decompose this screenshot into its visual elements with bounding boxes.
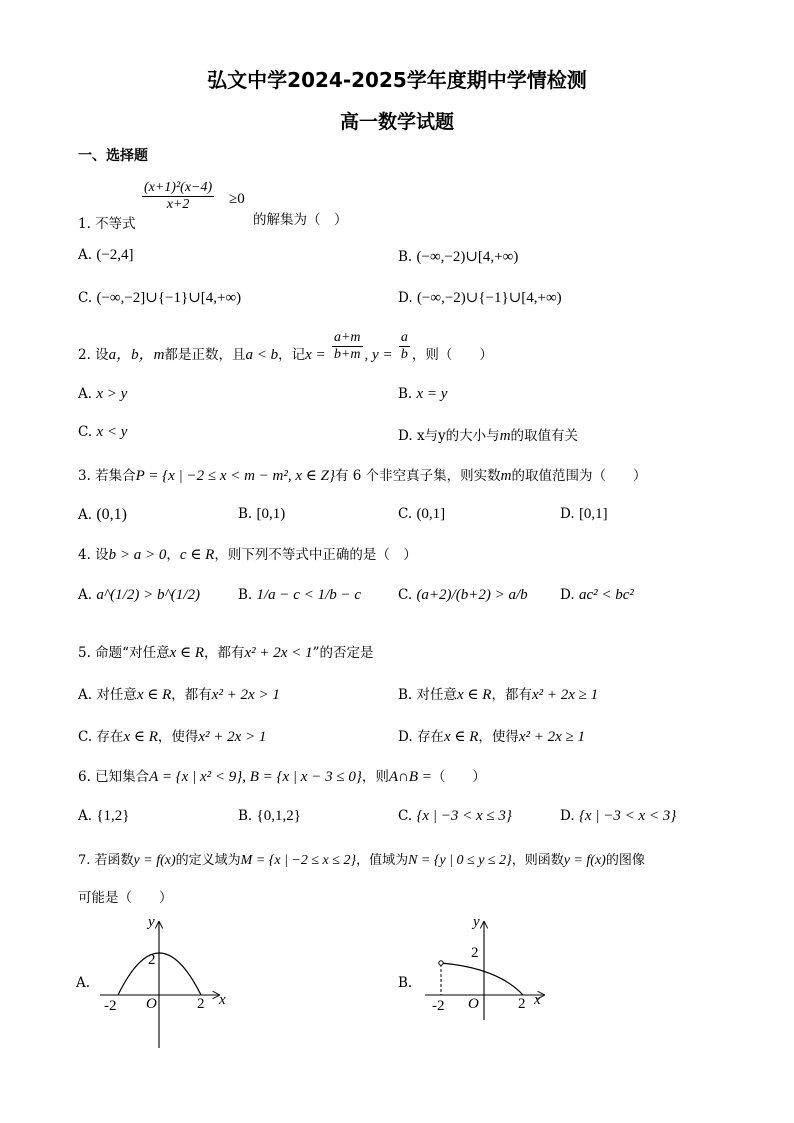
option-mid: ，都有 [491,687,532,703]
origin-label: O [146,996,157,1012]
q7-option-a-label[interactable]: A. [76,975,91,991]
q6-option-b[interactable] [238,808,301,825]
option-label: A. [78,687,93,703]
q4-option-c[interactable] [398,587,528,604]
q6-stem-pre: 6. 已知集合 [78,769,150,785]
option-pre: 存在 [96,729,124,745]
option-label: B. [398,249,413,265]
q2-y-den: b [400,347,408,362]
q3-var: m [500,468,512,484]
q3-option-d[interactable] [560,506,608,523]
option-text: x² + 2x > 1 [198,729,267,745]
q2-x-den: b+m [333,347,361,362]
option-label: D. [398,729,413,745]
q7-stem-pre: 7. 若函数 [78,853,134,868]
option-label: B. [238,506,253,522]
q7-f1: y = f(x) [133,853,176,868]
decreasing-curve [441,963,523,995]
option-label: A. [78,386,93,402]
y-axis-label: y [148,914,155,930]
option-pre: 对任意 [416,687,458,703]
q4-stem-post: ，则下列不等式中正确的是（ ） [214,547,417,563]
q6-option-d[interactable] [560,808,676,825]
option-text-post: 的取值有关 [510,428,579,444]
q2-x-num: a+m [333,330,361,345]
x-tick-neg2: -2 [432,998,445,1014]
option-text: (−∞,−2)∪{−1}∪[4,+∞) [416,290,562,306]
option-mid: ，使得 [157,729,199,745]
x-axis-label: x [534,992,541,1008]
open-endpoint [439,961,443,965]
q1-option-b[interactable] [398,247,518,266]
x-tick-2: 2 [518,996,526,1012]
option-label: A. [78,808,93,824]
q5-stem-mid: ，都有 [204,645,245,661]
q3-stem-pre: 3. 若集合 [78,468,136,484]
q2-option-d[interactable] [398,424,578,445]
q3-option-a[interactable] [78,506,127,524]
q3-set: P = {x | −2 ≤ x < m − m², x ∈ Z} [135,468,335,484]
option-x-in: x ∈ R [136,687,172,703]
option-text: {1,2} [96,808,130,824]
q1-option-a[interactable] [78,247,134,264]
q1-frac-num: (x+1)²(x−4) [143,180,213,195]
q7-n: N = {y | 0 ≤ y ≤ 2} [408,853,512,868]
option-text: ac² < bc² [578,587,634,603]
option-text: {x | −3 < x < 3} [578,808,677,824]
q1-stem-post: 的解集为（ ） [253,212,348,228]
q1-option-d[interactable] [398,288,562,307]
q2-stem-c: ，记 [278,347,306,363]
x-axis-label: x [219,992,226,1008]
question-1 [78,180,216,232]
q5-option-c[interactable] [78,725,266,746]
question-4 [78,543,417,564]
option-text: x² + 2x ≥ 1 [518,729,586,745]
option-text: (a+2)/(b+2) > a/b [416,587,528,603]
q7-graph-a[interactable] [95,912,235,1052]
option-label: D. [560,506,575,522]
q1-rel: ≥0 [229,191,245,207]
q5-option-d[interactable] [398,725,585,746]
q6-stem-post: （ ） [431,769,486,785]
option-pre: 对任意 [96,687,137,703]
option-label: B. [398,687,413,703]
q7-stem-b: ，值域为 [356,853,409,868]
q5-option-a[interactable] [78,683,280,704]
q7-option-b-label[interactable]: B. [398,975,413,991]
q7-stem-a: 的定义域为 [175,853,241,868]
option-label: A. [78,247,93,263]
question-2 [78,330,493,363]
q3-stem-mid: 有 6 个非空真子集，则实数 [335,468,501,484]
option-text: {x | −3 < x ≤ 3} [416,808,512,824]
question-5 [78,641,373,662]
option-text: (0,1) [96,506,127,523]
q3-option-b[interactable] [238,506,285,523]
option-label: B. [398,386,413,402]
q4-option-b[interactable] [238,587,361,604]
question-7 [78,849,645,869]
q4-option-d[interactable] [560,587,634,604]
exam-title: 弘文中学2024-2025学年度期中学情检测 [207,68,587,92]
option-label: C. [78,290,93,306]
option-x-in: x ∈ R [123,729,158,745]
exam-subtitle: 高一数学试题 [339,111,454,133]
q6-option-c[interactable] [398,808,512,825]
option-text: a^(1/2) > b^(1/2) [96,587,200,603]
option-label: C. [398,808,413,824]
q2-ydef: , y = [364,347,393,363]
q2-stem-a: 2. 设 [78,347,109,363]
option-label: A. [78,587,93,603]
option-label: D. [398,428,413,444]
option-mid: ，使得 [478,729,519,745]
q5-stem-pre: 5. 命题“对任意 [78,645,170,661]
y-axis-label: y [473,914,480,930]
x-tick-neg2: -2 [104,998,117,1014]
q2-y-fraction [399,330,410,363]
option-label: D. [560,587,575,603]
q2-xdef: x = [305,347,326,363]
option-label: C. [78,729,93,745]
option-text: x² + 2x ≥ 1 [531,687,599,703]
q6-option-a[interactable] [78,808,130,825]
q4-cond2: c ∈ R [179,547,215,563]
q3-stem-post: 的取值范围为（ ） [511,468,647,484]
option-text: x与y的大小与 [416,428,500,444]
q5-x-in: x ∈ R [169,645,205,661]
option-x-in: x ∈ R [443,729,479,745]
q2-option-a[interactable] [78,386,127,403]
q4-stem-mid: ， [166,547,180,563]
q2-cond: a < b [245,347,279,363]
option-text: (−∞,−2]∪{−1}∪[4,+∞) [96,290,242,306]
q2-option-b[interactable] [398,386,447,403]
option-var: m [499,428,511,444]
q2-x-fraction [332,330,363,363]
q2-y-num: a [400,330,408,345]
q7-line2: 可能是（ ） [78,890,173,906]
option-label: A. [78,507,93,523]
q2-stem-b: 都是正数，且 [164,347,246,363]
option-label: C. [398,587,413,603]
option-text: x > y [96,386,128,402]
option-text: [0,1) [256,506,286,522]
origin-label: O [468,996,479,1012]
option-mid: ，都有 [171,687,212,703]
option-label: C. [78,424,93,440]
q1-fraction [142,180,214,213]
q1-option-c[interactable] [78,288,241,307]
q5-ineq: x² + 2x < 1 [244,645,313,661]
q4-option-a[interactable] [78,587,200,604]
q6-op: A∩B = [388,769,432,785]
option-text: 1/a − c < 1/b − c [256,587,362,603]
option-x-in: x ∈ R [457,687,492,703]
option-label: D. [560,808,575,824]
option-label: D. [398,290,413,306]
section-heading: 一、选择题 [78,148,148,164]
q7-f2: y = f(x) [563,853,606,868]
option-text: x < y [96,424,128,440]
q5-stem-post: ”的否定是 [312,645,374,661]
q1-stem-pre: 1. 不等式 [78,216,136,232]
option-pre: 存在 [416,729,444,745]
option-label: B. [238,587,253,603]
q6-sets: A = {x | x² < 9}, B = {x | x − 3 ≤ 0} [149,769,362,785]
q7-stem-d: 的图像 [605,853,645,868]
option-label: C. [398,506,413,522]
q2-option-c[interactable] [78,424,127,441]
y-tick-2: 2 [148,952,156,968]
option-text: (−∞,−2)∪[4,+∞) [416,249,519,265]
option-text: x = y [416,386,448,402]
question-6 [78,765,486,786]
x-tick-2: 2 [197,996,205,1012]
option-text: {0,1,2} [256,808,301,824]
option-text: x² + 2x > 1 [211,687,280,703]
q7-graph-b[interactable] [420,912,560,1022]
y-tick-2: 2 [471,945,479,961]
q7-m: M = {x | −2 ≤ x ≤ 2} [240,853,357,868]
q4-cond: b > a > 0 [108,547,167,563]
q4-stem-pre: 4. 设 [78,547,109,563]
q7-stem-c: ，则函数 [511,853,564,868]
option-text: [0,1] [578,506,608,522]
q1-frac-den: x+2 [166,197,190,212]
q5-option-b[interactable] [398,683,598,704]
option-label: B. [238,808,253,824]
question-3 [78,464,647,485]
q6-stem-mid: ，则 [361,769,389,785]
q2-vars: a，b，m [108,347,165,363]
q3-option-c[interactable] [398,506,445,523]
option-text: (−2,4] [96,247,134,263]
q2-stem-d: ，则（ ） [411,347,493,363]
option-text: (0,1] [416,506,446,522]
